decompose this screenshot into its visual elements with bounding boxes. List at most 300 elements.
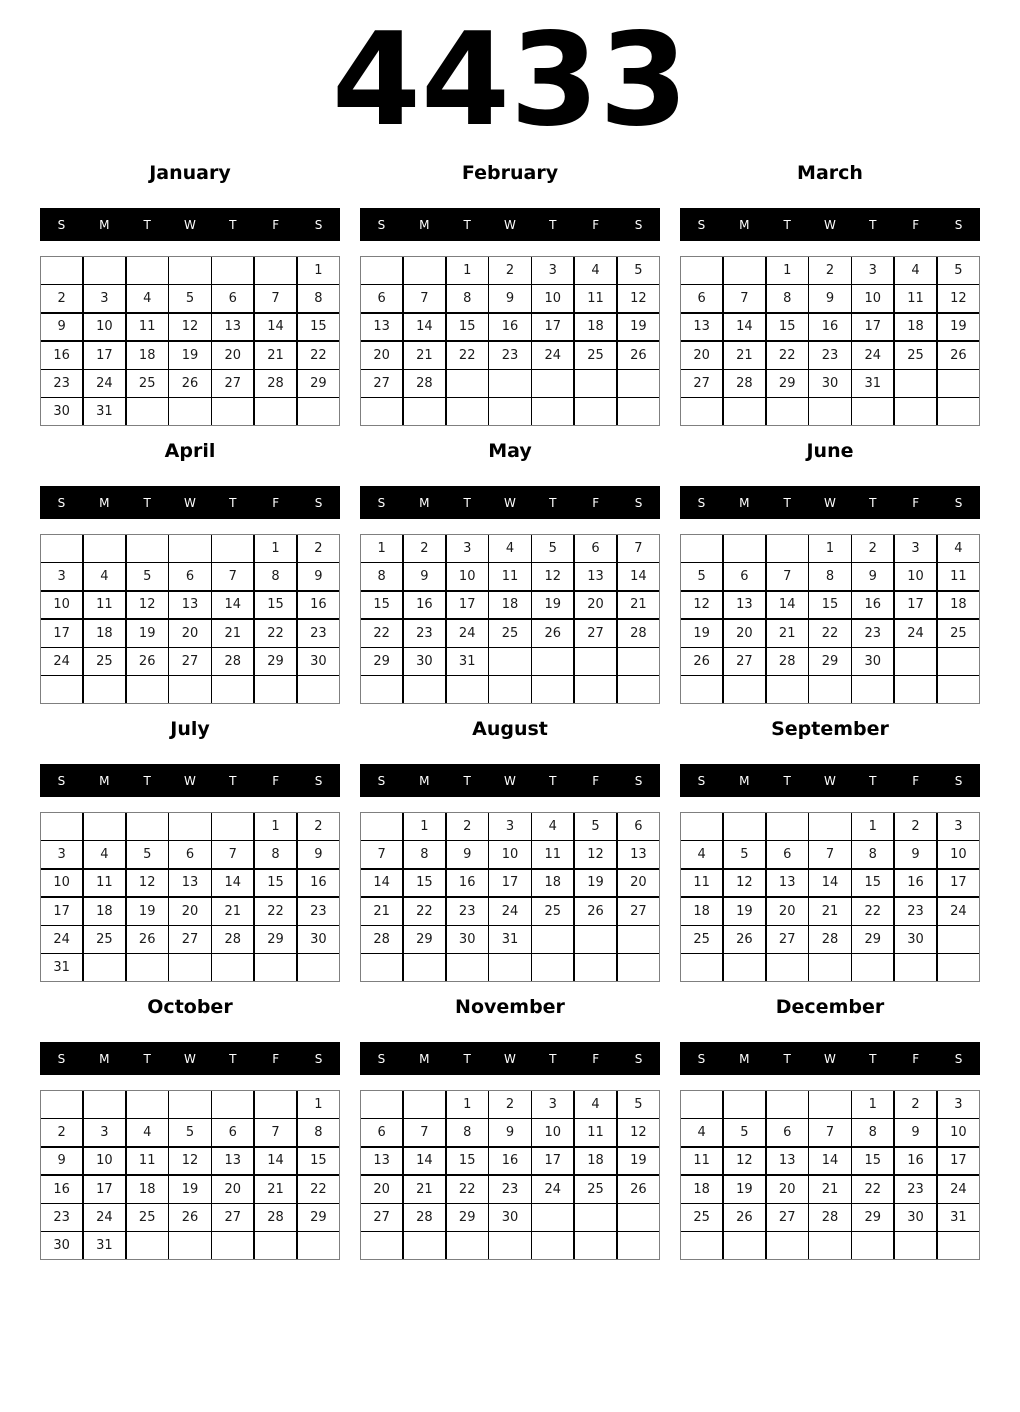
day-cell-empty — [724, 398, 765, 425]
day-cell: 20 — [361, 342, 402, 369]
day-cell-empty — [532, 370, 573, 397]
month-title: April — [164, 440, 216, 462]
day-cell: 7 — [809, 1119, 850, 1146]
day-cell: 30 — [447, 926, 488, 953]
day-cell-empty — [127, 1232, 168, 1259]
day-cell: 14 — [809, 870, 850, 897]
day-cell: 4 — [127, 285, 168, 312]
month-day-grid — [680, 812, 980, 982]
weekday-label: T — [783, 773, 791, 788]
day-cell: 11 — [489, 563, 530, 590]
day-cell: 25 — [532, 898, 573, 925]
day-cell: 24 — [895, 620, 936, 647]
day-cell: 20 — [767, 898, 808, 925]
weekday-label: T — [463, 217, 471, 232]
day-cell: 31 — [447, 648, 488, 675]
day-cell: 8 — [767, 285, 808, 312]
day-cell: 2 — [895, 1091, 936, 1118]
month-day-grid — [680, 256, 980, 426]
day-cell: 2 — [298, 813, 339, 840]
day-cell: 8 — [852, 1119, 893, 1146]
day-cell: 4 — [895, 257, 936, 284]
day-cell: 27 — [169, 648, 210, 675]
day-cell: 14 — [724, 314, 765, 341]
day-cell: 15 — [809, 592, 850, 619]
weekday-label: S — [314, 217, 323, 232]
day-cell: 5 — [681, 563, 722, 590]
day-cell: 30 — [852, 648, 893, 675]
day-cell: 17 — [532, 1148, 573, 1175]
weekday-label: M — [419, 773, 430, 788]
day-cell: 3 — [938, 813, 979, 840]
weekday-label: M — [739, 773, 750, 788]
day-cell-empty — [575, 1204, 616, 1231]
day-cell-empty — [938, 370, 979, 397]
day-cell: 10 — [84, 314, 125, 341]
day-cell: 29 — [767, 370, 808, 397]
day-cell: 30 — [895, 1204, 936, 1231]
weekday-label: T — [143, 1051, 151, 1066]
day-cell: 2 — [895, 813, 936, 840]
day-cell-empty — [575, 926, 616, 953]
day-cell: 29 — [298, 1204, 339, 1231]
day-cell: 19 — [575, 870, 616, 897]
month-title: March — [797, 162, 863, 184]
day-cell: 30 — [809, 370, 850, 397]
day-cell: 1 — [767, 257, 808, 284]
month-january — [40, 162, 340, 426]
day-cell-empty — [169, 398, 210, 425]
day-cell: 21 — [618, 592, 659, 619]
weekday-label: S — [57, 217, 66, 232]
day-cell: 28 — [767, 648, 808, 675]
day-cell: 16 — [852, 592, 893, 619]
day-cell-empty — [575, 370, 616, 397]
day-cell-empty — [895, 676, 936, 703]
weekday-header — [40, 1042, 340, 1075]
day-cell-empty — [618, 954, 659, 981]
weekday-label: T — [869, 217, 877, 232]
day-cell: 30 — [298, 648, 339, 675]
day-cell: 18 — [681, 898, 722, 925]
day-cell: 14 — [212, 592, 253, 619]
weekday-label: T — [463, 773, 471, 788]
weekday-label: T — [143, 217, 151, 232]
day-cell-empty — [447, 370, 488, 397]
day-cell: 12 — [618, 285, 659, 312]
weekday-label: W — [824, 1051, 836, 1066]
day-cell-empty — [255, 1232, 296, 1259]
day-cell: 25 — [575, 1176, 616, 1203]
day-cell: 23 — [895, 898, 936, 925]
day-cell: 17 — [489, 870, 530, 897]
day-cell: 12 — [938, 285, 979, 312]
weekday-label: W — [824, 495, 836, 510]
day-cell: 9 — [895, 1119, 936, 1146]
day-cell: 5 — [724, 1119, 765, 1146]
day-cell: 17 — [41, 898, 82, 925]
day-cell: 21 — [212, 898, 253, 925]
month-august — [360, 718, 660, 982]
day-cell: 12 — [532, 563, 573, 590]
day-cell: 27 — [361, 1204, 402, 1231]
day-cell: 29 — [809, 648, 850, 675]
weekday-header — [40, 208, 340, 241]
day-cell: 28 — [361, 926, 402, 953]
day-cell-empty — [298, 1232, 339, 1259]
day-cell: 24 — [852, 342, 893, 369]
day-cell-empty — [84, 954, 125, 981]
day-cell: 24 — [938, 1176, 979, 1203]
day-cell: 25 — [895, 342, 936, 369]
day-cell: 12 — [724, 1148, 765, 1175]
weekday-label: M — [99, 217, 110, 232]
weekday-label: S — [314, 1051, 323, 1066]
day-cell-empty — [41, 676, 82, 703]
day-cell: 16 — [895, 870, 936, 897]
day-cell-empty — [127, 954, 168, 981]
day-cell: 4 — [84, 563, 125, 590]
weekday-label: T — [869, 773, 877, 788]
day-cell: 29 — [852, 926, 893, 953]
day-cell: 13 — [767, 1148, 808, 1175]
day-cell: 13 — [361, 314, 402, 341]
weekday-label: T — [143, 495, 151, 510]
day-cell: 14 — [404, 1148, 445, 1175]
day-cell-empty — [532, 676, 573, 703]
day-cell-empty — [618, 676, 659, 703]
weekday-label: F — [592, 217, 600, 232]
day-cell: 20 — [212, 342, 253, 369]
weekday-label: F — [592, 495, 600, 510]
weekday-header — [680, 486, 980, 519]
day-cell: 3 — [532, 257, 573, 284]
day-cell: 20 — [618, 870, 659, 897]
weekday-label: M — [419, 1051, 430, 1066]
weekday-label: F — [272, 495, 280, 510]
day-cell-empty — [361, 398, 402, 425]
day-cell-empty — [895, 370, 936, 397]
day-cell: 5 — [127, 563, 168, 590]
day-cell: 5 — [169, 285, 210, 312]
day-cell: 7 — [618, 535, 659, 562]
day-cell: 31 — [41, 954, 82, 981]
day-cell: 29 — [852, 1204, 893, 1231]
day-cell: 13 — [575, 563, 616, 590]
day-cell: 2 — [41, 285, 82, 312]
day-cell: 21 — [404, 1176, 445, 1203]
day-cell: 16 — [895, 1148, 936, 1175]
weekday-label: W — [184, 217, 196, 232]
day-cell-empty — [532, 648, 573, 675]
day-cell: 1 — [255, 813, 296, 840]
day-cell: 30 — [298, 926, 339, 953]
day-cell-empty — [724, 257, 765, 284]
day-cell: 24 — [41, 926, 82, 953]
weekday-label: S — [314, 495, 323, 510]
month-december — [680, 996, 980, 1260]
day-cell: 21 — [255, 1176, 296, 1203]
day-cell-empty — [212, 1091, 253, 1118]
day-cell: 19 — [724, 898, 765, 925]
day-cell: 22 — [809, 620, 850, 647]
day-cell-empty — [724, 676, 765, 703]
day-cell: 21 — [212, 620, 253, 647]
month-day-grid — [40, 256, 340, 426]
day-cell-empty — [681, 257, 722, 284]
weekday-label: T — [783, 1051, 791, 1066]
day-cell: 7 — [404, 1119, 445, 1146]
day-cell-empty — [809, 1091, 850, 1118]
day-cell-empty — [532, 1204, 573, 1231]
day-cell-empty — [895, 398, 936, 425]
day-cell-empty — [404, 257, 445, 284]
day-cell-empty — [618, 398, 659, 425]
day-cell: 18 — [895, 314, 936, 341]
day-cell-empty — [575, 954, 616, 981]
day-cell: 7 — [404, 285, 445, 312]
day-cell: 12 — [618, 1119, 659, 1146]
weekday-label: F — [912, 217, 920, 232]
day-cell: 30 — [489, 1204, 530, 1231]
day-cell: 7 — [767, 563, 808, 590]
day-cell: 2 — [489, 1091, 530, 1118]
weekday-label: S — [954, 217, 963, 232]
day-cell: 22 — [404, 898, 445, 925]
day-cell: 23 — [447, 898, 488, 925]
weekday-label: W — [184, 495, 196, 510]
day-cell-empty — [938, 676, 979, 703]
day-cell: 5 — [618, 1091, 659, 1118]
day-cell-empty — [618, 926, 659, 953]
weekday-label: M — [739, 217, 750, 232]
month-title: October — [147, 996, 233, 1018]
day-cell-empty — [361, 1091, 402, 1118]
day-cell-empty — [169, 1091, 210, 1118]
weekday-label: W — [824, 217, 836, 232]
day-cell: 6 — [767, 841, 808, 868]
day-cell: 21 — [767, 620, 808, 647]
day-cell: 19 — [169, 1176, 210, 1203]
day-cell: 23 — [852, 620, 893, 647]
day-cell-empty — [938, 1232, 979, 1259]
day-cell: 2 — [41, 1119, 82, 1146]
day-cell: 5 — [169, 1119, 210, 1146]
day-cell: 22 — [767, 342, 808, 369]
day-cell: 8 — [298, 1119, 339, 1146]
day-cell: 15 — [447, 1148, 488, 1175]
day-cell: 6 — [767, 1119, 808, 1146]
weekday-label: T — [229, 773, 237, 788]
day-cell: 19 — [618, 1148, 659, 1175]
weekday-label: M — [99, 1051, 110, 1066]
day-cell-empty — [361, 813, 402, 840]
day-cell: 10 — [938, 841, 979, 868]
day-cell: 10 — [938, 1119, 979, 1146]
day-cell: 16 — [447, 870, 488, 897]
weekday-label: S — [634, 495, 643, 510]
day-cell: 24 — [41, 648, 82, 675]
day-cell: 4 — [681, 1119, 722, 1146]
day-cell: 3 — [532, 1091, 573, 1118]
month-day-grid — [360, 1090, 660, 1260]
day-cell-empty — [681, 813, 722, 840]
weekday-label: T — [549, 1051, 557, 1066]
day-cell: 26 — [938, 342, 979, 369]
day-cell: 17 — [938, 870, 979, 897]
day-cell: 10 — [532, 285, 573, 312]
day-cell: 8 — [809, 563, 850, 590]
day-cell: 11 — [127, 1148, 168, 1175]
month-day-grid — [360, 812, 660, 982]
day-cell: 3 — [447, 535, 488, 562]
day-cell: 6 — [618, 813, 659, 840]
day-cell-empty — [575, 398, 616, 425]
day-cell: 26 — [724, 1204, 765, 1231]
day-cell: 4 — [575, 257, 616, 284]
day-cell: 2 — [298, 535, 339, 562]
day-cell-empty — [809, 1232, 850, 1259]
day-cell: 23 — [809, 342, 850, 369]
day-cell: 5 — [724, 841, 765, 868]
day-cell: 3 — [852, 257, 893, 284]
day-cell: 13 — [169, 870, 210, 897]
day-cell-empty — [532, 926, 573, 953]
month-july — [40, 718, 340, 982]
day-cell-empty — [169, 535, 210, 562]
day-cell-empty — [404, 1091, 445, 1118]
day-cell: 22 — [852, 1176, 893, 1203]
day-cell-empty — [489, 648, 530, 675]
weekday-label: S — [634, 773, 643, 788]
day-cell: 12 — [169, 1148, 210, 1175]
day-cell-empty — [361, 257, 402, 284]
day-cell-empty — [809, 954, 850, 981]
day-cell-empty — [298, 954, 339, 981]
day-cell: 4 — [532, 813, 573, 840]
day-cell: 4 — [575, 1091, 616, 1118]
day-cell-empty — [724, 954, 765, 981]
day-cell: 31 — [852, 370, 893, 397]
day-cell: 1 — [852, 813, 893, 840]
day-cell: 9 — [895, 841, 936, 868]
day-cell: 5 — [127, 841, 168, 868]
day-cell: 25 — [84, 648, 125, 675]
weekday-header — [360, 1042, 660, 1075]
weekday-header — [40, 764, 340, 797]
day-cell: 8 — [852, 841, 893, 868]
weekday-label: M — [739, 1051, 750, 1066]
month-may — [360, 440, 660, 704]
day-cell: 31 — [489, 926, 530, 953]
day-cell-empty — [127, 813, 168, 840]
weekday-label: S — [377, 1051, 386, 1066]
day-cell: 4 — [938, 535, 979, 562]
day-cell: 14 — [212, 870, 253, 897]
weekday-label: S — [57, 1051, 66, 1066]
day-cell: 16 — [41, 342, 82, 369]
day-cell: 14 — [255, 1148, 296, 1175]
day-cell-empty — [212, 676, 253, 703]
day-cell: 27 — [212, 1204, 253, 1231]
day-cell-empty — [489, 370, 530, 397]
day-cell-empty — [84, 257, 125, 284]
day-cell: 11 — [681, 1148, 722, 1175]
day-cell: 17 — [84, 1176, 125, 1203]
day-cell: 22 — [255, 620, 296, 647]
day-cell-empty — [298, 676, 339, 703]
weekday-label: S — [634, 217, 643, 232]
day-cell-empty — [489, 1232, 530, 1259]
weekday-header — [680, 764, 980, 797]
day-cell: 10 — [532, 1119, 573, 1146]
day-cell: 22 — [447, 1176, 488, 1203]
day-cell: 22 — [447, 342, 488, 369]
day-cell-empty — [127, 398, 168, 425]
day-cell: 24 — [938, 898, 979, 925]
day-cell: 24 — [532, 342, 573, 369]
weekday-label: M — [419, 495, 430, 510]
day-cell: 25 — [84, 926, 125, 953]
day-cell-empty — [767, 535, 808, 562]
weekday-label: S — [57, 495, 66, 510]
day-cell-empty — [938, 954, 979, 981]
day-cell: 14 — [404, 314, 445, 341]
day-cell: 17 — [852, 314, 893, 341]
weekday-label: S — [697, 1051, 706, 1066]
weekday-label: T — [229, 217, 237, 232]
day-cell: 24 — [447, 620, 488, 647]
day-cell: 11 — [681, 870, 722, 897]
weekday-label: W — [504, 773, 516, 788]
month-title: June — [806, 440, 854, 462]
day-cell-empty — [938, 648, 979, 675]
weekday-label: S — [377, 217, 386, 232]
day-cell: 18 — [127, 1176, 168, 1203]
day-cell: 9 — [41, 1148, 82, 1175]
day-cell-empty — [41, 1091, 82, 1118]
day-cell: 31 — [84, 398, 125, 425]
day-cell: 17 — [84, 342, 125, 369]
day-cell: 16 — [809, 314, 850, 341]
day-cell: 24 — [84, 1204, 125, 1231]
day-cell: 10 — [852, 285, 893, 312]
day-cell: 28 — [212, 926, 253, 953]
day-cell-empty — [404, 676, 445, 703]
day-cell: 31 — [84, 1232, 125, 1259]
day-cell: 19 — [127, 898, 168, 925]
day-cell-empty — [681, 535, 722, 562]
day-cell-empty — [84, 1091, 125, 1118]
day-cell: 14 — [255, 314, 296, 341]
day-cell: 6 — [212, 1119, 253, 1146]
day-cell: 27 — [767, 1204, 808, 1231]
day-cell: 26 — [127, 926, 168, 953]
day-cell: 25 — [681, 926, 722, 953]
day-cell: 24 — [489, 898, 530, 925]
day-cell: 12 — [681, 592, 722, 619]
day-cell: 30 — [41, 398, 82, 425]
day-cell-empty — [724, 535, 765, 562]
day-cell-empty — [127, 1091, 168, 1118]
month-title: December — [775, 996, 885, 1018]
weekday-label: M — [99, 495, 110, 510]
day-cell: 7 — [255, 285, 296, 312]
day-cell: 11 — [84, 870, 125, 897]
day-cell: 8 — [404, 841, 445, 868]
day-cell: 3 — [938, 1091, 979, 1118]
day-cell: 4 — [681, 841, 722, 868]
